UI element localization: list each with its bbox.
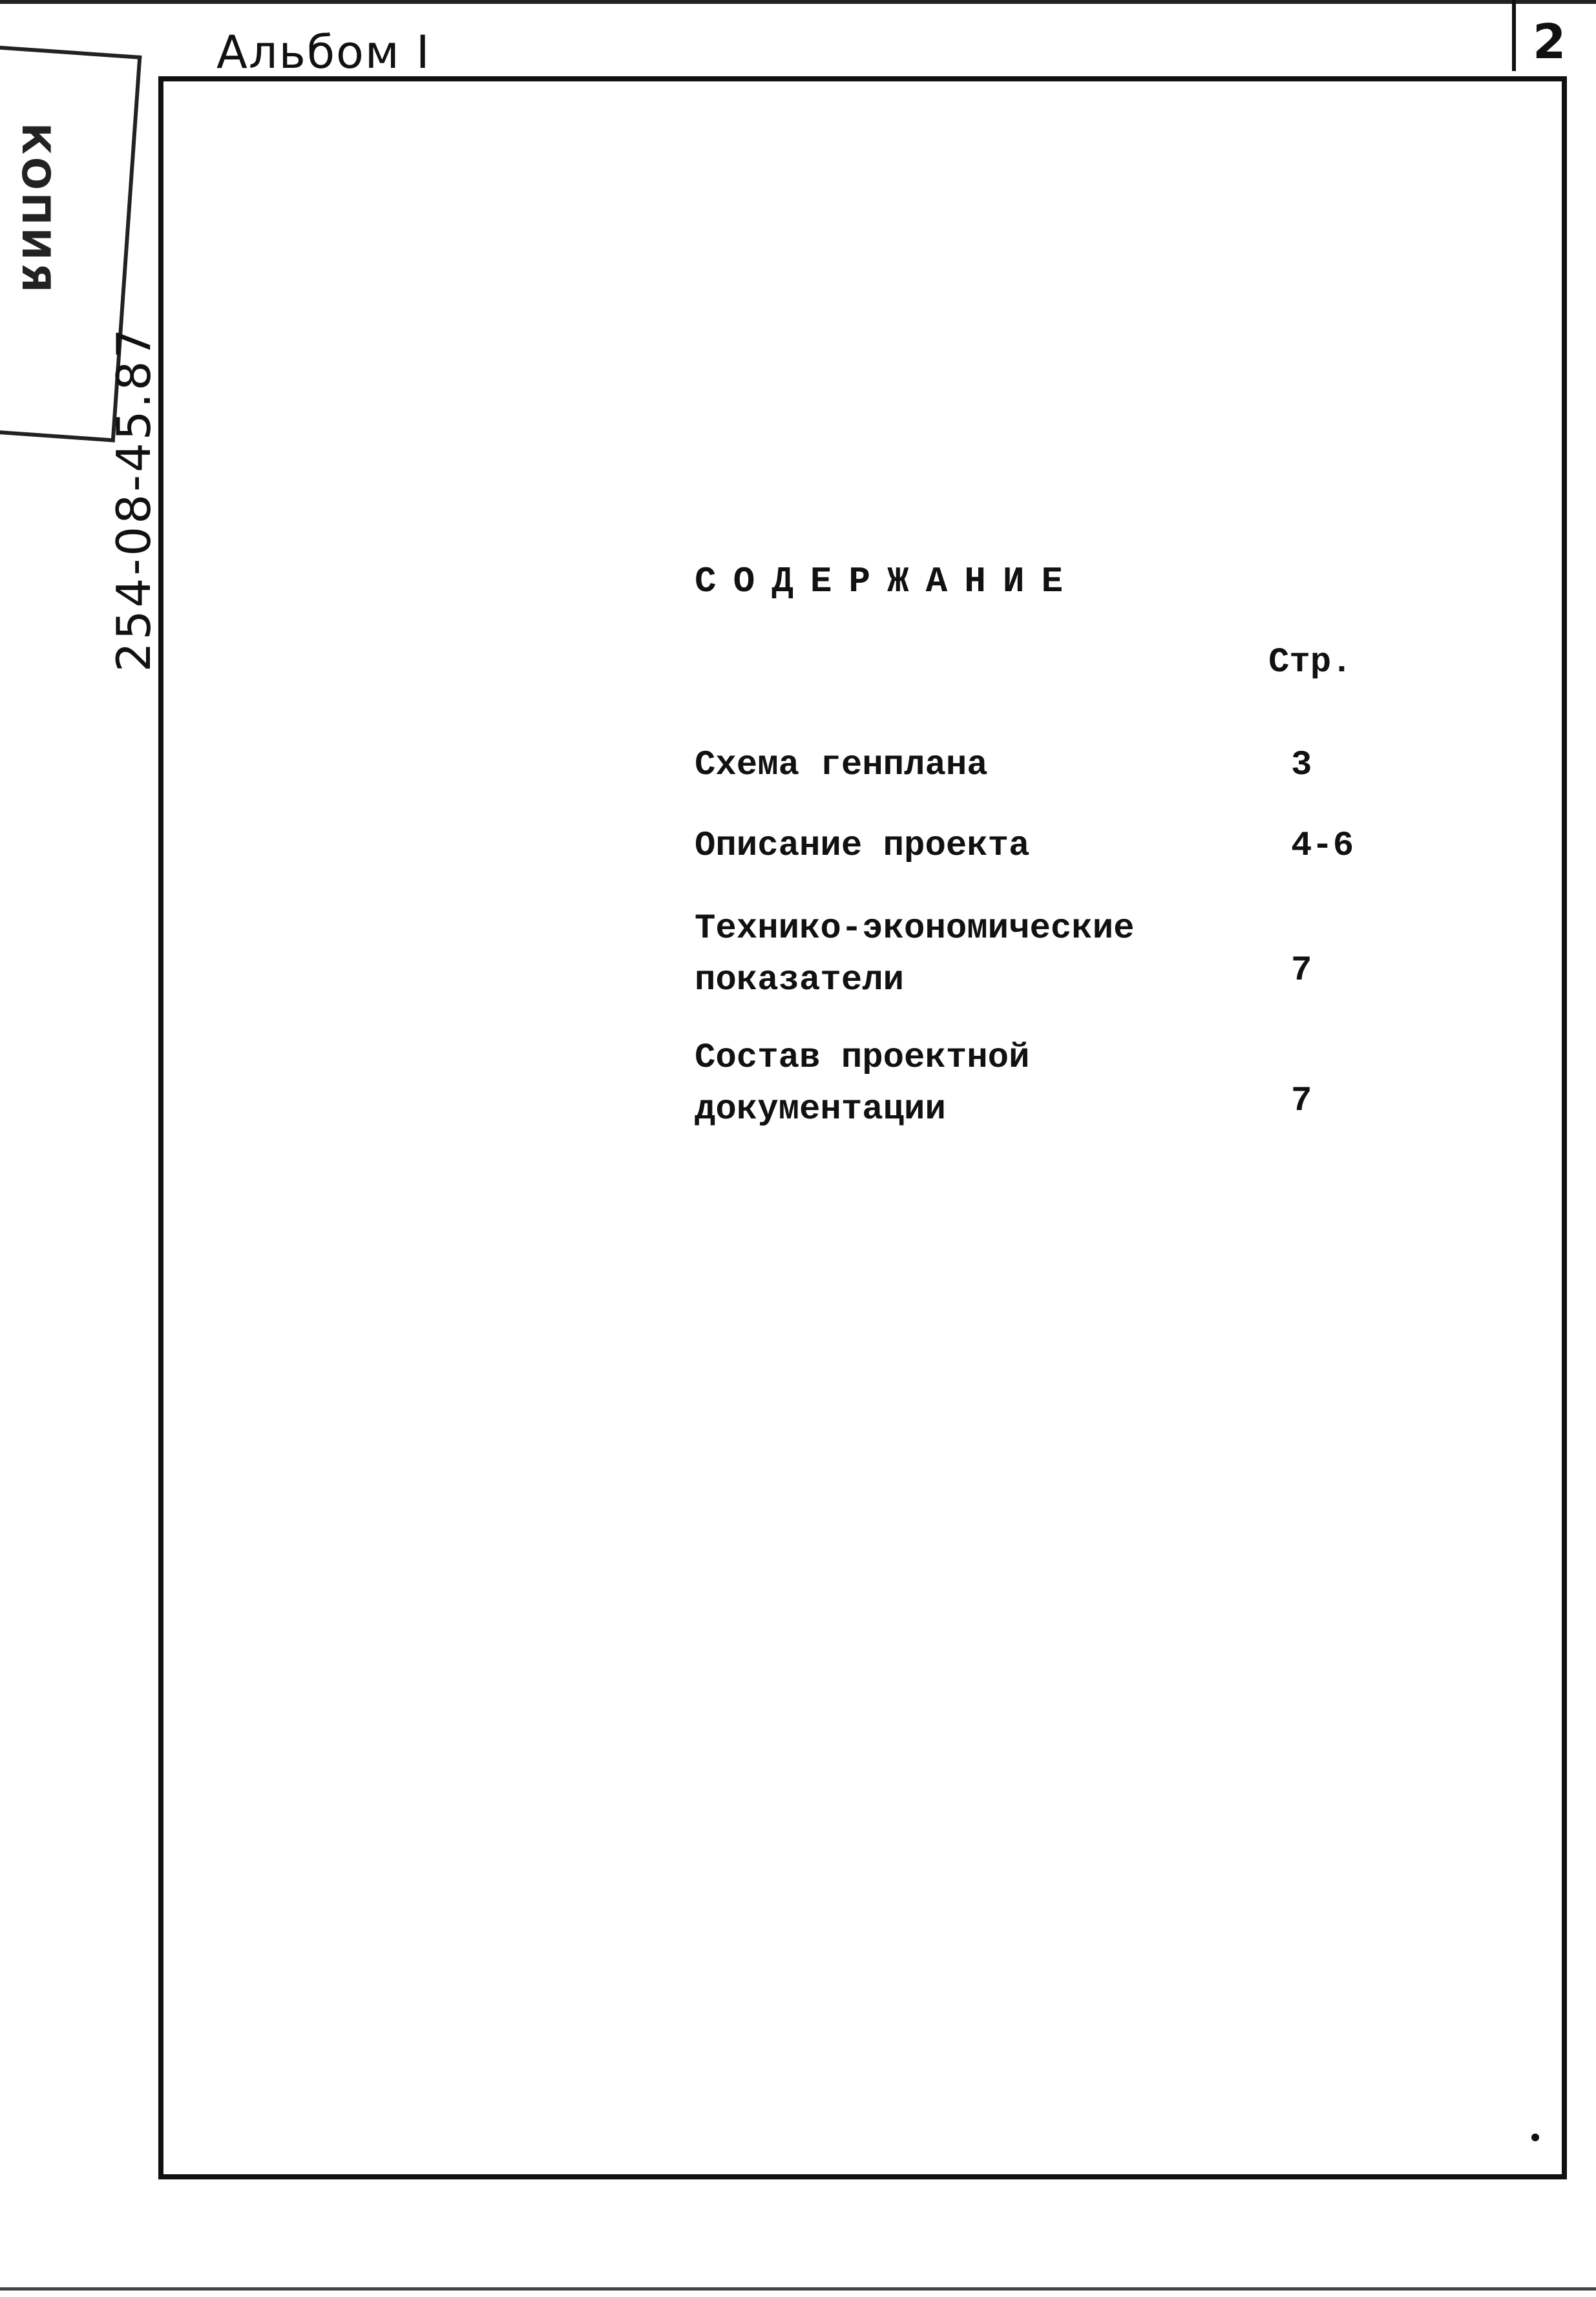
page-top-border xyxy=(0,0,1596,4)
toc-entry-title: Описание проекта xyxy=(695,826,1030,866)
toc-entry-page: 7 xyxy=(1291,1082,1312,1121)
toc-entry-page: 3 xyxy=(1291,746,1312,785)
toc-title: СОДЕРЖАНИЕ xyxy=(695,561,1080,602)
stamp-text: КОПИЯ xyxy=(13,123,58,295)
toc-entry-title: Технико-экономические показатели xyxy=(695,909,1135,1000)
toc-page-column-header: Стр. xyxy=(1268,643,1352,682)
toc-entry-page: 7 xyxy=(1291,951,1312,991)
document-code: 254-08-45.87 xyxy=(107,326,161,672)
page-number: 2 xyxy=(1533,14,1566,70)
toc-entry-page: 4-6 xyxy=(1291,826,1354,866)
toc-entry-title: Схема генплана xyxy=(695,746,988,785)
frame-dot xyxy=(1531,2134,1539,2141)
album-label: Альбом I xyxy=(216,26,431,79)
page-bottom-border xyxy=(0,2287,1596,2291)
toc-entry-title: Состав проектной документации xyxy=(695,1038,1030,1129)
